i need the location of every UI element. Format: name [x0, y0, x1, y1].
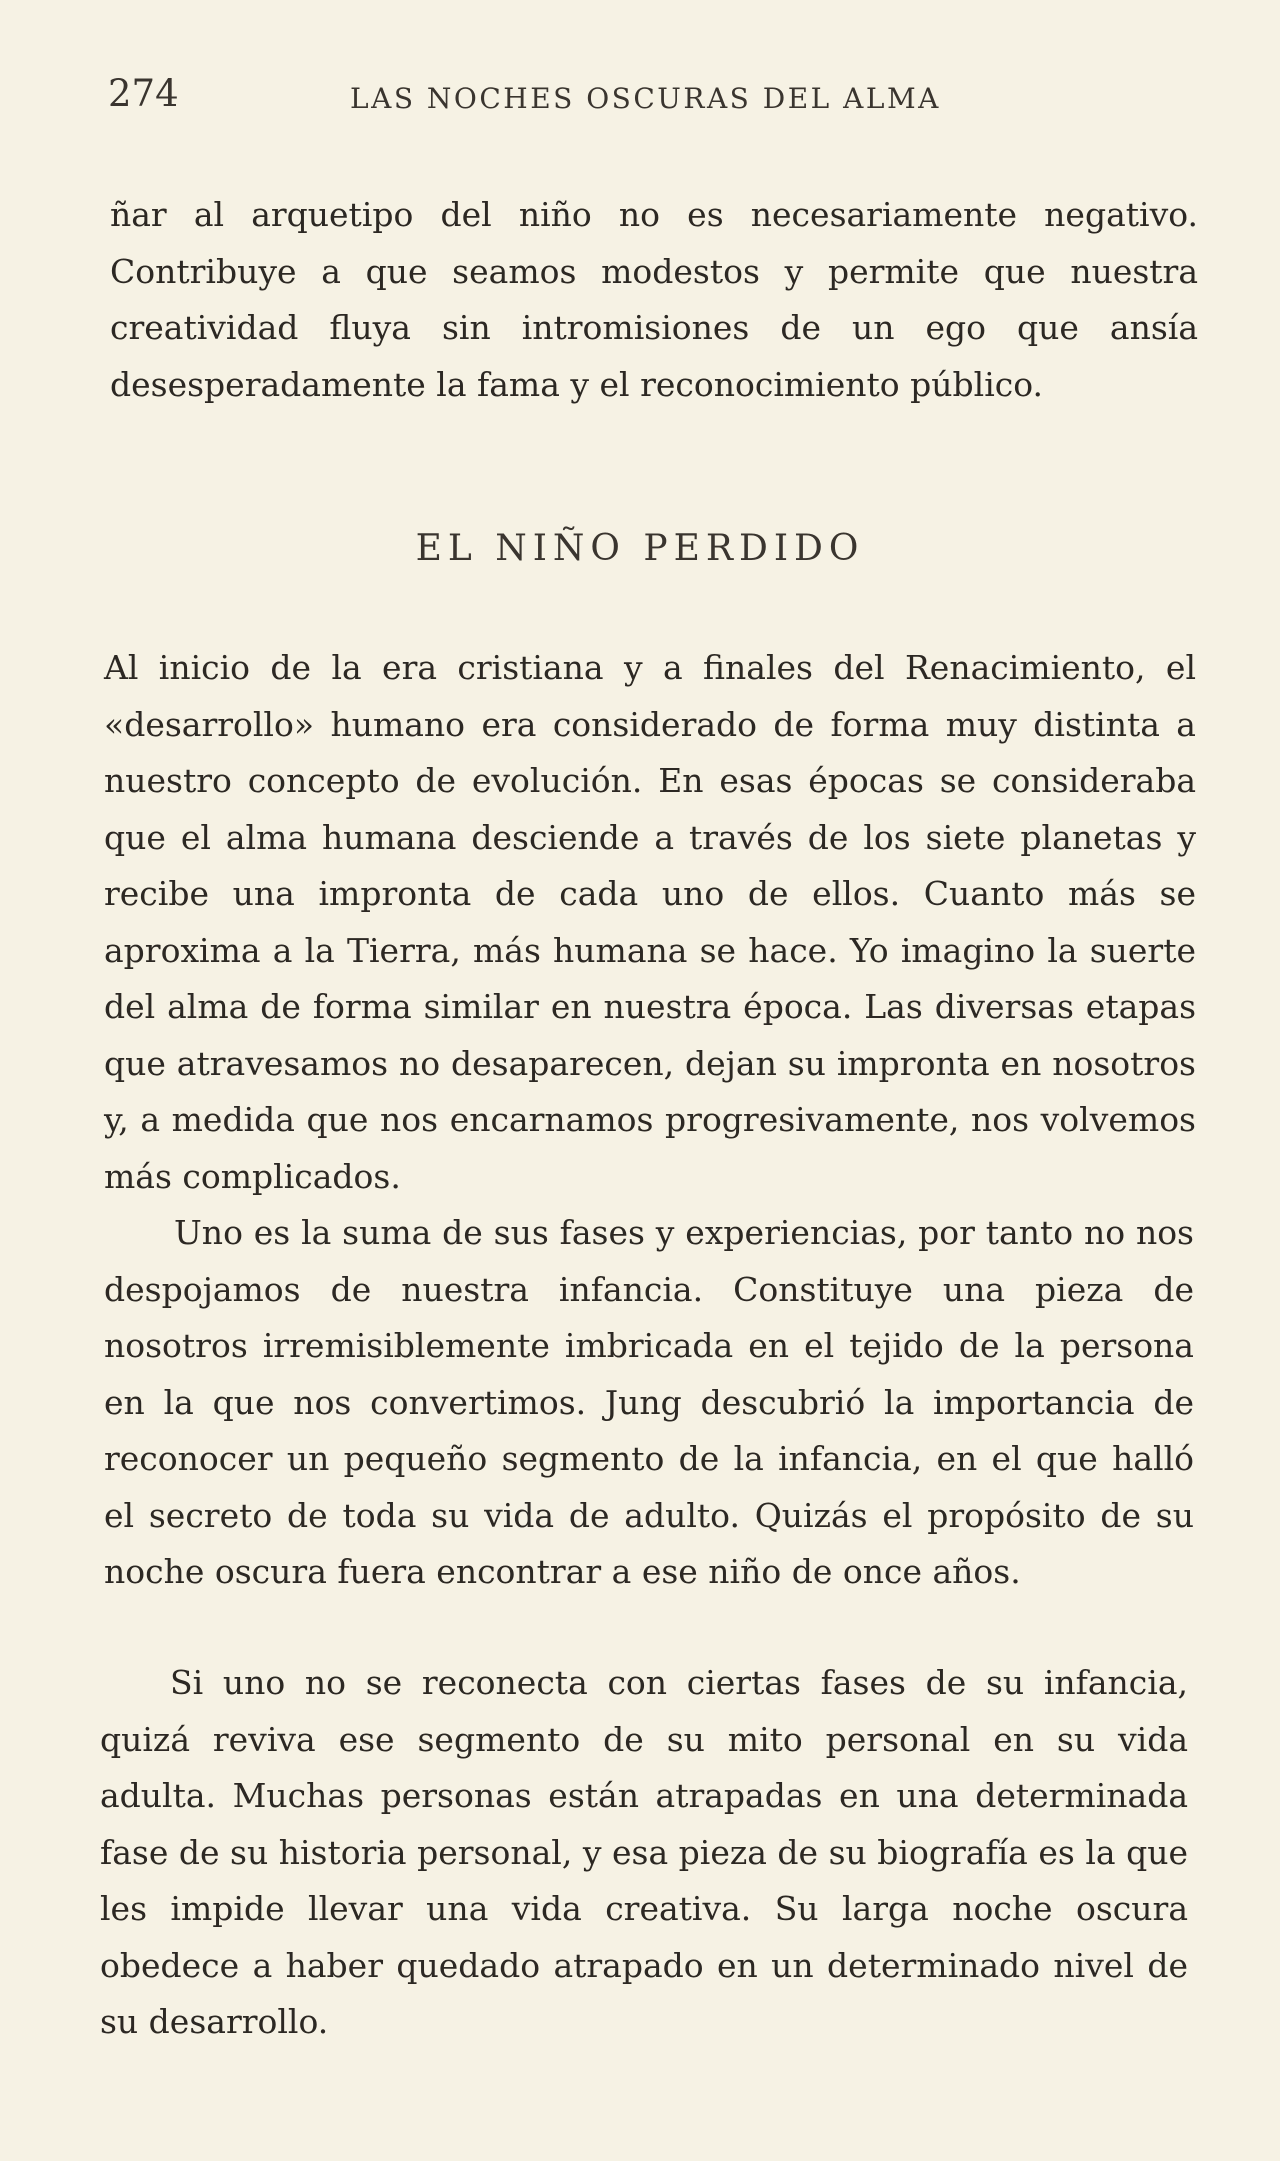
running-title: LAS NOCHES OSCURAS DEL ALMA [350, 82, 941, 115]
section-heading: EL NIÑO PERDIDO [415, 528, 865, 569]
page-header [108, 72, 1208, 122]
paragraph: Al inicio de la era cristiana y a finales del Renacimiento, el «desarrollo» humano era considerado de forma muy distinta a nuestro concepto de evolución. En esas épocas se consideraba que el alma humana desciende a través de los siete planetas y recibe una impronta de cada uno de ellos. Cuanto más se aproxima a la Tierra, más humana se hace. Yo imagino la suerte del alma de forma similar en nuestra época. Las diversas etapas que atravesamos no desaparecen, dejan su impronta en nosotros y, a medida que nos encarnamos progresivamente, nos volvemos más complicados. [104, 648, 1196, 1196]
paragraph: Si uno no se reconecta con ciertas fases de su infancia, quizá reviva ese segmento de su mito personal en su vida adulta. Muchas personas están atrapadas en una determinada fase de su historia personal, y esa pieza de su biografía es la que les impide llevar una vida creativa. Su larga noche oscura obedece a haber quedado atrapado en un determinado nivel de su desarrollo. [100, 1663, 1188, 2041]
page-number: 274 [108, 72, 179, 115]
paragraph-continuation: ñar al arquetipo del niño no es necesariamente negativo. Contribuye a que seamos modestos y permite que nuestra creatividad fluya sin intromisiones de un ego que ansía desesperadamente la fama y el reconocimiento público. [110, 195, 1198, 404]
paragraph: Uno es la suma de sus fases y experiencias, por tanto no nos despojamos de nuestra infancia. Constituye una pieza de nosotros irremisiblemente imbricada en el tejido de la persona en la que nos convertimos. Jung descubrió la importancia de reconocer un pequeño segmento de la infancia, en el que halló el secreto de toda su vida de adulto. Quizás el propósito de su noche oscura fuera encontrar a ese niño de once años. [104, 1213, 1194, 1591]
